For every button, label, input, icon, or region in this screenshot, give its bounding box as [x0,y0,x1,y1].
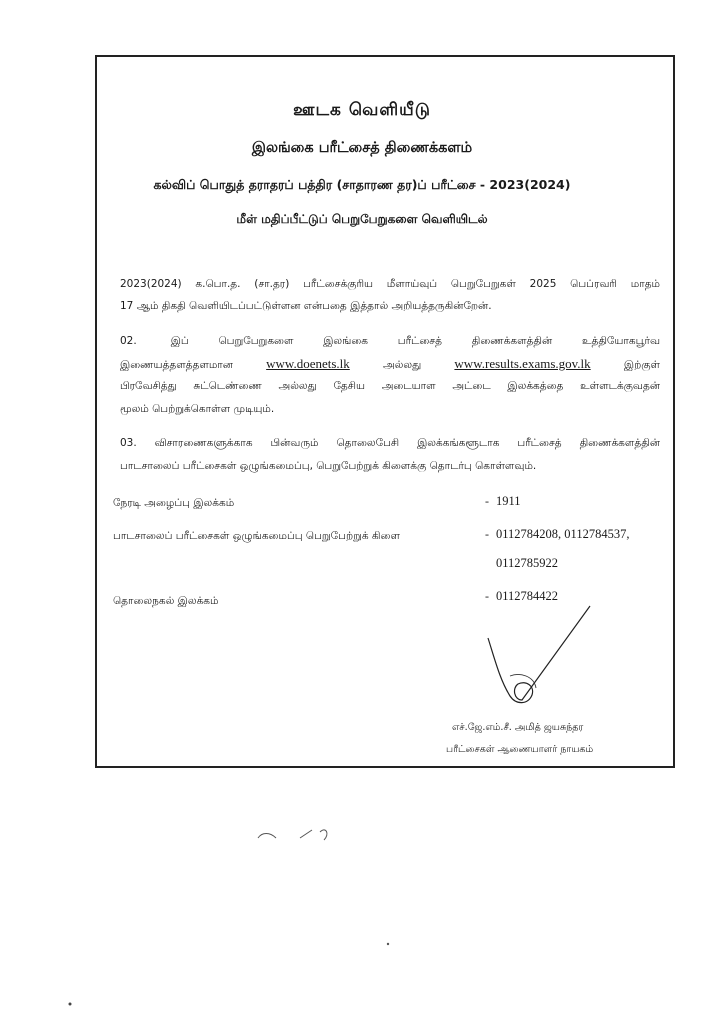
exam-name: கல்விப் பொதுத் தராதரப் பத்திர (சாதாரண தர)ப் பரீட்சை - 2023(2024) [153,177,571,192]
press-release-title: ஊடக வெளியீடு [293,100,431,120]
paragraph-2-number: 02. [120,335,137,347]
paragraph-3-line-1: 03. விசாரணைகளுக்காக பின்வரும் தொலைபேசி இலக்கங்களூடாக பரீட்சைத் திணைக்களத்தின் [120,437,660,449]
contact-value-branch-2: 0112785922 [496,556,559,570]
signatory-designation: பரீட்சைகள் ஆணையாளர் நாயகம் [446,744,594,755]
paragraph-2-text-a: இணையத்தளத்தளமான [120,359,233,371]
contact-value-direct: 1911 [496,494,521,508]
contact-dash-fax: - [485,589,489,603]
paragraph-2-text-c: இற்குள் [623,359,660,371]
subject-line: மீள் மதிப்பீட்டுப் பெறுபேறுகளை வெளியிடல் [236,212,488,226]
contact-label-fax: தொலைநகல் இலக்கம் [113,595,219,607]
doenets-link[interactable]: www.doenets.lk [266,356,350,371]
contact-value-fax: 0112784422 [496,589,559,603]
paragraph-2-line-3: பிரவேசித்து சுட்டெண்ணை அல்லது தேசிய அடையாள அட்டை இலக்கத்தை உள்ளடக்குவதன் [120,380,660,392]
results-exams-link[interactable]: www.results.exams.gov.lk [454,356,591,371]
contact-dash-branch: - [485,527,489,541]
contact-dash-direct: - [485,494,489,508]
paragraph-1-line-2: 17 ஆம் திகதி வெளியிடப்பட்டுள்ளன என்பதை இத்தால் அறியத்தருகின்றேன். [120,300,492,312]
paragraph-3-line-2: பாடசாலைப் பரீட்சைகள் ஒழுங்கமைப்பு, பெறுபேற்றுக் கிளைக்கு தொடர்பு கொள்ளவும். [120,460,537,472]
paragraph-2-text: இப் பெறுபேறுகளை இலங்கை பரீட்சைத் திணைக்களத்தின் உத்தியோகபூர்வ [170,335,660,347]
signatory-name: எச்.ஜே.எம்.சீ. அமித் ஜயசுந்தர [452,722,584,733]
department-name: இலங்கை பரீட்சைத் திணைக்களம் [251,140,473,156]
paragraph-1-line-1: 2023(2024) க.பொ.த. (சா.தர) பரீட்சைக்குரிய மீளாய்வுப் பெறுபேறுகள் 2025 பெப்ரவரி மாதம் [120,278,660,290]
paragraph-2-text-b: அல்லது [383,359,422,371]
contact-value-branch: 0112784208, 0112784537, [496,527,630,541]
contact-label-direct: நேரடி அழைப்பு இலக்கம் [113,497,235,509]
contact-label-branch: பாடசாலைப் பரீட்சைகள் ஒழுங்கமைப்பு பெறுபேற்றுக் கிளை [113,530,400,542]
paragraph-2-line-4: மூலம் பெற்றுக்கொள்ள முடியும். [120,403,275,415]
